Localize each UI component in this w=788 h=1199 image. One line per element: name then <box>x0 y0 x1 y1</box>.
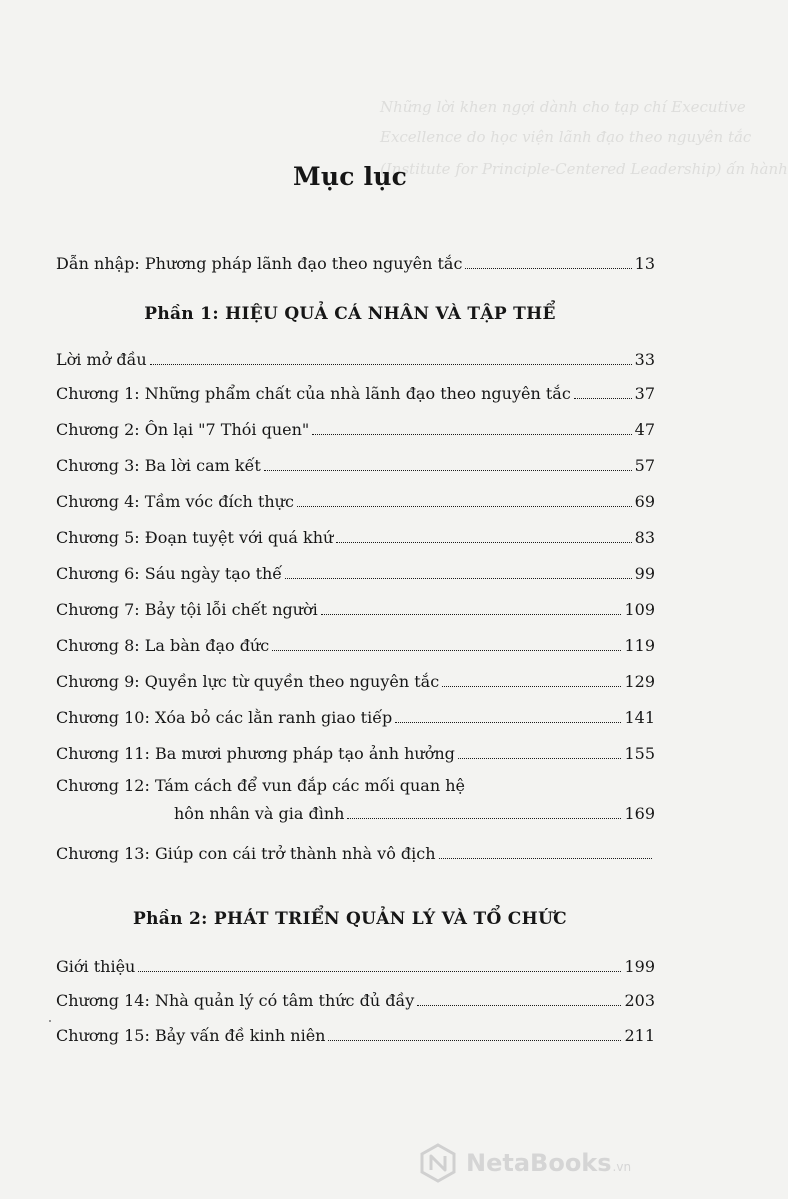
toc-entry <box>56 560 655 584</box>
netabooks-logo-icon <box>418 1143 458 1183</box>
dot-leader <box>312 434 631 435</box>
dot-leader <box>417 1005 621 1006</box>
toc-entry-label: Chương 15: Bảy vấn đề kinh niên <box>56 1026 326 1045</box>
toc-entry <box>56 704 655 728</box>
toc-entry-intro <box>56 250 655 274</box>
toc-entry-label: Chương 11: Ba mươi phương pháp tạo ảnh hưởng <box>56 744 455 763</box>
show-through-text: Những lời khen ngợi dành cho tạp chí Executive <box>380 98 746 116</box>
dot-leader <box>285 578 632 579</box>
watermark-suffix: .vn <box>612 1160 632 1174</box>
toc-entry-page: 57 <box>634 456 655 475</box>
dot-leader <box>442 686 621 687</box>
part-1-heading: Phần 1: HIỆU QUẢ CÁ NHÂN VÀ TẬP THỂ <box>144 304 556 324</box>
toc-entry <box>56 987 655 1011</box>
toc-entry-label: Lời mở đầu <box>56 350 147 369</box>
toc-entry-page: 141 <box>624 708 655 727</box>
toc-entry-label-line2: hôn nhân và gia đình <box>174 804 345 823</box>
dot-leader <box>458 758 622 759</box>
toc-entry <box>56 452 655 476</box>
toc-entry <box>56 632 655 656</box>
dot-leader <box>439 858 652 859</box>
watermark-brand: NetaBooks <box>466 1149 612 1177</box>
dot-leader <box>465 268 631 269</box>
dot-leader <box>328 1040 621 1041</box>
dot-leader <box>395 722 621 723</box>
toc-entry-label: Chương 5: Đoạn tuyệt với quá khứ <box>56 528 334 547</box>
toc-entry-page: 99 <box>634 564 655 583</box>
toc-entry <box>56 596 655 620</box>
show-through-text: Excellence do học viện lãnh đạo theo nguyên tắc <box>380 128 752 146</box>
dot-leader <box>321 614 622 615</box>
toc-entry-page: 155 <box>624 744 655 763</box>
watermark-text <box>466 1149 631 1177</box>
toc-entry-page: 83 <box>634 528 655 547</box>
toc-entry-page: 169 <box>624 804 655 823</box>
toc-entry <box>56 416 655 440</box>
dot-leader <box>272 650 621 651</box>
toc-entry-page: 211 <box>624 1026 655 1045</box>
toc-entry-continuation <box>56 804 655 824</box>
toc-entry <box>56 1022 655 1046</box>
toc-entry <box>56 380 655 404</box>
toc-entry-label: Chương 13: Giúp con cái trở thành nhà vô địch <box>56 844 436 863</box>
toc-entry-label: Chương 7: Bảy tội lỗi chết người <box>56 600 318 619</box>
toc-entry <box>56 668 655 692</box>
toc-entry-label: Dẫn nhập: Phương pháp lãnh đạo theo nguyên tắc <box>56 254 463 273</box>
toc-entry <box>56 524 655 548</box>
toc-entry-page: 199 <box>624 957 655 976</box>
toc-entry-page: 69 <box>634 492 655 511</box>
toc-entry-label: Chương 10: Xóa bỏ các lằn ranh giao tiếp <box>56 708 393 727</box>
page-title: Mục lục <box>292 162 408 191</box>
toc-entry <box>56 346 655 370</box>
toc-entry-page: 13 <box>634 254 655 273</box>
toc-entry-label: Chương 12: Tám cách để vun đắp các mối quan hệ <box>56 776 466 795</box>
toc-entry-label: Giới thiệu <box>56 957 136 976</box>
toc-entry-page: 47 <box>634 420 655 439</box>
toc-entry-label: Chương 1: Những phẩm chất của nhà lãnh đạo theo nguyên tắc <box>56 384 571 403</box>
toc-entry <box>56 840 655 864</box>
toc-entry-label: Chương 4: Tầm vóc đích thực <box>56 492 294 511</box>
netabooks-watermark <box>418 1139 692 1187</box>
toc-entry-label: Chương 2: Ôn lại "7 Thói quen" <box>56 420 310 439</box>
toc-entry-label: Chương 6: Sáu ngày tạo thế <box>56 564 283 583</box>
toc-entry <box>56 740 655 764</box>
toc-entry-label: Chương 14: Nhà quản lý có tâm thức đủ đầy <box>56 991 415 1010</box>
dot-leader <box>347 818 621 819</box>
paper-speck <box>49 1020 51 1022</box>
toc-entry-label: Chương 8: La bàn đạo đức <box>56 636 270 655</box>
dot-leader <box>336 542 631 543</box>
toc-entry-page: 203 <box>624 991 655 1010</box>
toc-entry-page: 129 <box>624 672 655 691</box>
dot-leader <box>297 506 632 507</box>
toc-entry <box>56 488 655 512</box>
dot-leader <box>264 470 632 471</box>
toc-entry-page: 33 <box>634 350 655 369</box>
dot-leader <box>574 398 632 399</box>
toc-entry-page: 119 <box>624 636 655 655</box>
dot-leader <box>150 364 632 365</box>
toc-entry-page: 37 <box>634 384 655 403</box>
toc-entry-multiline <box>56 776 655 824</box>
toc-entry-label: Chương 9: Quyền lực từ quyền theo nguyên tắc <box>56 672 440 691</box>
toc-entry <box>56 953 655 977</box>
toc-entry-label: Chương 3: Ba lời cam kết <box>56 456 261 475</box>
dot-leader <box>138 971 621 972</box>
part-2-heading: Phần 2: PHÁT TRIỂN QUẢN LÝ VÀ TỔ CHỨC <box>133 909 567 929</box>
toc-entry-page: 109 <box>624 600 655 619</box>
show-through-text: (Institute for Principle-Centered Leadership) ấn hành <box>380 160 788 178</box>
